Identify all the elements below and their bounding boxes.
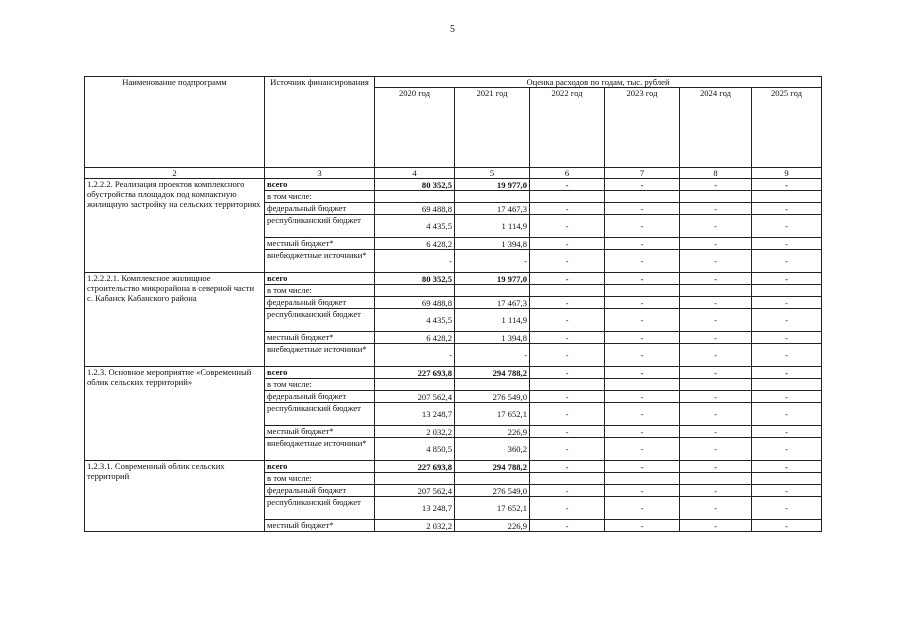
- value-later-year: [530, 191, 605, 203]
- value-later-year: -: [605, 297, 680, 309]
- value-later-year: -: [680, 461, 752, 473]
- value-2021: 19 977,0: [455, 179, 530, 191]
- funding-source: всего: [265, 273, 375, 285]
- header-year: 2021 год: [455, 88, 530, 168]
- header-source: Источник финансирования: [265, 77, 375, 168]
- value-2021: 1 114,9: [455, 215, 530, 238]
- value-2021: [455, 379, 530, 391]
- value-later-year: -: [605, 367, 680, 379]
- value-later-year: -: [605, 461, 680, 473]
- value-later-year: -: [752, 438, 822, 461]
- value-later-year: -: [752, 309, 822, 332]
- value-later-year: -: [605, 391, 680, 403]
- value-later-year: -: [680, 520, 752, 532]
- value-2020: 13 248,7: [375, 403, 455, 426]
- value-later-year: -: [605, 238, 680, 250]
- value-later-year: -: [530, 179, 605, 191]
- value-later-year: -: [752, 485, 822, 497]
- value-2021: 17 467,3: [455, 203, 530, 215]
- value-later-year: -: [605, 438, 680, 461]
- value-later-year: -: [605, 485, 680, 497]
- funding-source: местный бюджет*: [265, 238, 375, 250]
- column-number: 2: [85, 168, 265, 179]
- value-later-year: -: [752, 179, 822, 191]
- value-later-year: -: [530, 367, 605, 379]
- value-later-year: -: [752, 215, 822, 238]
- value-later-year: -: [680, 179, 752, 191]
- subprogram-name: 1.2.3.1. Современный облик сельских территорий: [85, 461, 265, 532]
- value-later-year: [530, 473, 605, 485]
- value-2020: 6 428,2: [375, 332, 455, 344]
- funding-source: в том числе:: [265, 379, 375, 391]
- subprogram-name: 1.2.2.2. Реализация проектов комплексного обустройства площадок под компактную жилищную застройку на сельских территориях: [85, 179, 265, 273]
- value-2021: 226,9: [455, 520, 530, 532]
- value-later-year: -: [530, 273, 605, 285]
- value-later-year: -: [530, 344, 605, 367]
- value-later-year: -: [605, 403, 680, 426]
- value-later-year: -: [530, 461, 605, 473]
- value-later-year: -: [752, 344, 822, 367]
- value-2020: -: [375, 344, 455, 367]
- value-later-year: -: [680, 332, 752, 344]
- value-later-year: [605, 191, 680, 203]
- value-later-year: -: [530, 391, 605, 403]
- value-2021: 1 114,9: [455, 309, 530, 332]
- value-later-year: -: [530, 403, 605, 426]
- funding-source: республиканский бюджет: [265, 215, 375, 238]
- value-later-year: [530, 379, 605, 391]
- value-2021: [455, 473, 530, 485]
- value-later-year: -: [530, 203, 605, 215]
- value-2021: 294 788,2: [455, 367, 530, 379]
- value-2021: 276 549,0: [455, 485, 530, 497]
- funding-source: местный бюджет*: [265, 520, 375, 532]
- header-year: 2024 год: [680, 88, 752, 168]
- value-later-year: -: [605, 344, 680, 367]
- column-number: 4: [375, 168, 455, 179]
- value-2020: 227 693,8: [375, 367, 455, 379]
- value-later-year: -: [605, 273, 680, 285]
- value-2020: 2 032,2: [375, 520, 455, 532]
- value-later-year: [605, 473, 680, 485]
- value-later-year: -: [530, 297, 605, 309]
- value-2020: [375, 191, 455, 203]
- value-later-year: -: [680, 215, 752, 238]
- value-later-year: -: [530, 250, 605, 273]
- value-later-year: -: [680, 438, 752, 461]
- value-later-year: [680, 285, 752, 297]
- value-2020: 4 435,5: [375, 309, 455, 332]
- value-later-year: -: [605, 332, 680, 344]
- value-2020: 6 428,2: [375, 238, 455, 250]
- value-later-year: -: [752, 273, 822, 285]
- funding-source: всего: [265, 367, 375, 379]
- subprogram-name: 1.2.2.2.1. Комплексное жилищное строительство микрорайона в северной части с. Кабанск Кабанского района: [85, 273, 265, 367]
- funding-source: республиканский бюджет: [265, 309, 375, 332]
- funding-source: в том числе:: [265, 285, 375, 297]
- value-later-year: -: [680, 273, 752, 285]
- header-estimate: Оценка расходов по годам, тыс. рублей: [375, 77, 822, 88]
- table-row: [85, 461, 822, 473]
- value-2021: 294 788,2: [455, 461, 530, 473]
- funding-source: республиканский бюджет: [265, 403, 375, 426]
- value-2020: 227 693,8: [375, 461, 455, 473]
- value-later-year: [752, 285, 822, 297]
- value-later-year: -: [530, 215, 605, 238]
- value-2020: 80 352,5: [375, 179, 455, 191]
- value-2021: 1 394,8: [455, 332, 530, 344]
- value-2020: 2 032,2: [375, 426, 455, 438]
- funding-source: местный бюджет*: [265, 426, 375, 438]
- funding-source: федеральный бюджет: [265, 297, 375, 309]
- value-later-year: -: [530, 497, 605, 520]
- funding-source: федеральный бюджет: [265, 485, 375, 497]
- column-number: 8: [680, 168, 752, 179]
- value-later-year: [752, 473, 822, 485]
- value-later-year: [605, 285, 680, 297]
- value-later-year: -: [752, 238, 822, 250]
- value-2021: 17 652,1: [455, 497, 530, 520]
- funding-source: федеральный бюджет: [265, 203, 375, 215]
- value-later-year: -: [605, 250, 680, 273]
- value-2020: 69 488,8: [375, 297, 455, 309]
- value-later-year: -: [752, 426, 822, 438]
- value-later-year: -: [680, 497, 752, 520]
- funding-source: внебюджетные источники*: [265, 438, 375, 461]
- header-year: 2020 год: [375, 88, 455, 168]
- value-later-year: -: [530, 332, 605, 344]
- expenditure-table: [84, 76, 822, 532]
- column-number-row: [85, 168, 822, 179]
- column-number: 5: [455, 168, 530, 179]
- value-later-year: -: [752, 520, 822, 532]
- value-later-year: -: [680, 367, 752, 379]
- value-later-year: -: [752, 297, 822, 309]
- value-later-year: -: [752, 497, 822, 520]
- value-later-year: -: [752, 203, 822, 215]
- value-later-year: -: [605, 215, 680, 238]
- value-later-year: [752, 191, 822, 203]
- table-row: [85, 179, 822, 191]
- value-later-year: -: [680, 403, 752, 426]
- value-later-year: -: [530, 238, 605, 250]
- column-number: 6: [530, 168, 605, 179]
- value-2020: 207 562,4: [375, 391, 455, 403]
- header-row-top: [85, 77, 822, 88]
- value-2021: 19 977,0: [455, 273, 530, 285]
- value-later-year: [752, 379, 822, 391]
- value-later-year: -: [530, 426, 605, 438]
- value-later-year: -: [680, 391, 752, 403]
- value-later-year: -: [680, 297, 752, 309]
- value-2021: 1 394,8: [455, 238, 530, 250]
- value-later-year: -: [605, 426, 680, 438]
- header-name: Наименование подпрограмм: [85, 77, 265, 168]
- value-later-year: -: [605, 203, 680, 215]
- value-later-year: -: [752, 461, 822, 473]
- header-year: 2025 год: [752, 88, 822, 168]
- value-2021: -: [455, 250, 530, 273]
- header-year: 2022 год: [530, 88, 605, 168]
- value-later-year: -: [752, 332, 822, 344]
- value-later-year: -: [530, 485, 605, 497]
- value-later-year: -: [530, 309, 605, 332]
- value-later-year: -: [752, 367, 822, 379]
- funding-source: внебюджетные источники*: [265, 250, 375, 273]
- value-later-year: -: [680, 426, 752, 438]
- value-later-year: -: [680, 344, 752, 367]
- value-later-year: [680, 191, 752, 203]
- funding-source: внебюджетные источники*: [265, 344, 375, 367]
- value-2020: 4 435,5: [375, 215, 455, 238]
- value-2020: 80 352,5: [375, 273, 455, 285]
- funding-source: федеральный бюджет: [265, 391, 375, 403]
- value-2021: 276 549,0: [455, 391, 530, 403]
- value-later-year: -: [680, 203, 752, 215]
- value-later-year: -: [680, 250, 752, 273]
- value-2021: 17 467,3: [455, 297, 530, 309]
- subprogram-name: 1.2.3. Основное мероприятие «Современный облик сельских территорий»: [85, 367, 265, 461]
- value-2020: [375, 473, 455, 485]
- column-number: 3: [265, 168, 375, 179]
- value-later-year: -: [752, 250, 822, 273]
- funding-source: в том числе:: [265, 191, 375, 203]
- value-2020: [375, 379, 455, 391]
- column-number: 7: [605, 168, 680, 179]
- value-2021: -: [455, 344, 530, 367]
- funding-source: в том числе:: [265, 473, 375, 485]
- column-number: 9: [752, 168, 822, 179]
- funding-source: местный бюджет*: [265, 332, 375, 344]
- value-2020: 207 562,4: [375, 485, 455, 497]
- table-row: [85, 367, 822, 379]
- value-later-year: -: [605, 309, 680, 332]
- value-later-year: [680, 473, 752, 485]
- value-later-year: -: [680, 238, 752, 250]
- value-later-year: -: [605, 520, 680, 532]
- funding-source: всего: [265, 461, 375, 473]
- value-later-year: [605, 379, 680, 391]
- value-2020: -: [375, 250, 455, 273]
- value-2021: 17 652,1: [455, 403, 530, 426]
- header-year: 2023 год: [605, 88, 680, 168]
- value-later-year: -: [752, 391, 822, 403]
- value-later-year: -: [680, 309, 752, 332]
- value-2021: 360,2: [455, 438, 530, 461]
- value-later-year: [530, 285, 605, 297]
- funding-source: всего: [265, 179, 375, 191]
- value-later-year: [680, 379, 752, 391]
- table-row: [85, 273, 822, 285]
- value-later-year: -: [530, 438, 605, 461]
- page-number: 5: [450, 24, 455, 35]
- value-2021: 226,9: [455, 426, 530, 438]
- value-later-year: -: [752, 403, 822, 426]
- value-later-year: -: [680, 485, 752, 497]
- value-2021: [455, 191, 530, 203]
- funding-source: республиканский бюджет: [265, 497, 375, 520]
- value-2020: [375, 285, 455, 297]
- value-2020: 13 248,7: [375, 497, 455, 520]
- value-later-year: -: [530, 520, 605, 532]
- value-2020: 4 850,5: [375, 438, 455, 461]
- value-later-year: -: [605, 497, 680, 520]
- value-2020: 69 488,8: [375, 203, 455, 215]
- value-later-year: -: [605, 179, 680, 191]
- value-2021: [455, 285, 530, 297]
